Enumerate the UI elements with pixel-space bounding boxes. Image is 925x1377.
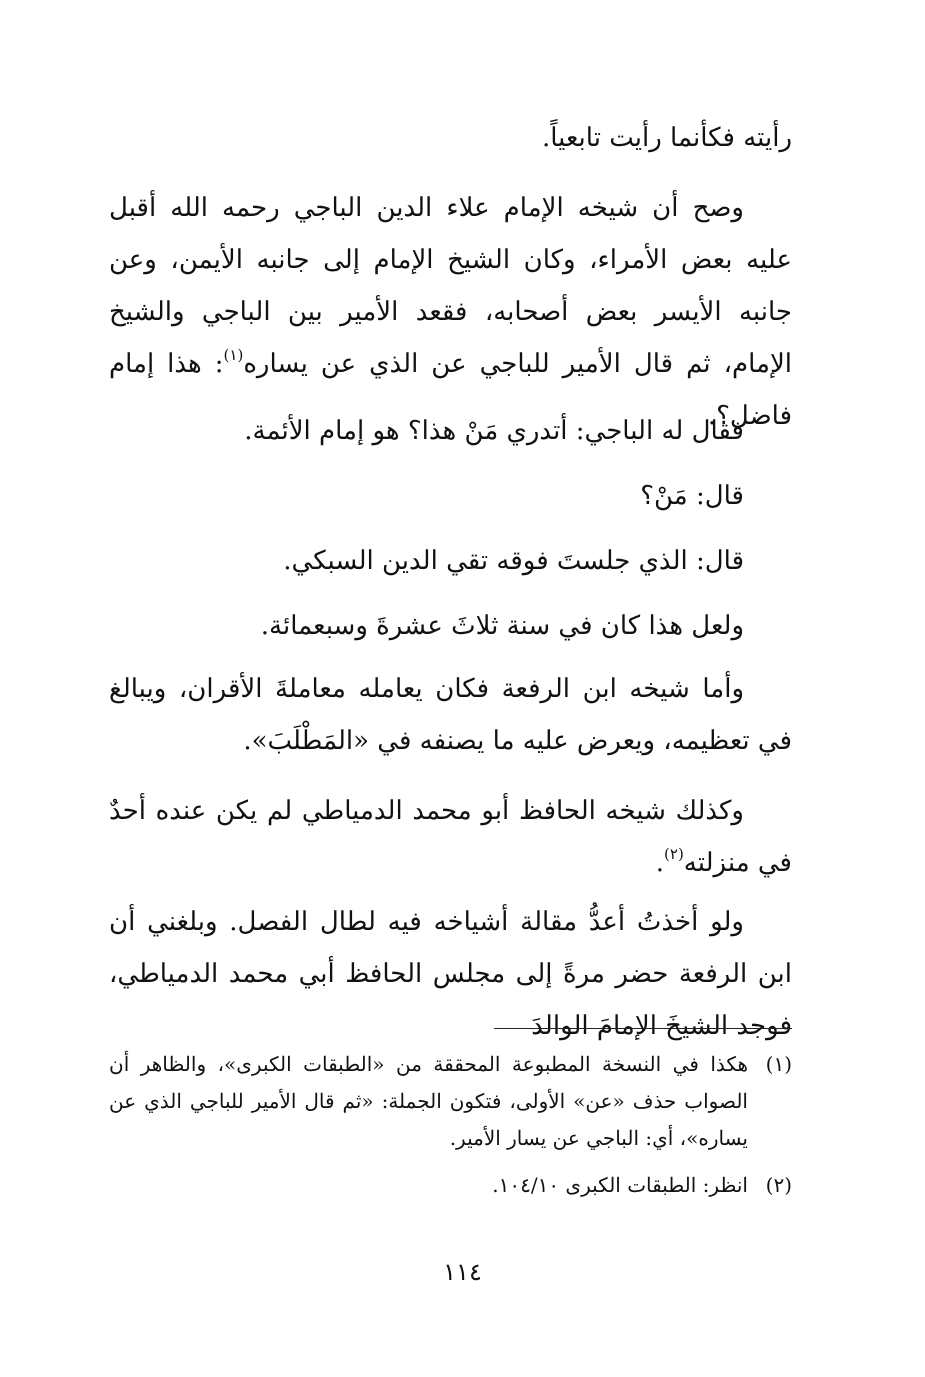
paragraph-6-block <box>109 600 792 652</box>
paragraph-4 <box>109 470 792 522</box>
main-text-top <box>109 112 792 164</box>
footnote-2-number: (٢) <box>765 1173 792 1197</box>
paragraph-6 <box>109 600 792 652</box>
paragraph-4-text: قال: مَنْ؟ <box>640 481 744 511</box>
paragraph-5-block <box>109 535 792 587</box>
paragraph-8-text-end: . <box>655 848 665 878</box>
footnotes <box>109 1046 792 1214</box>
paragraph-7 <box>109 663 792 767</box>
paragraph-3 <box>109 405 792 457</box>
footnote-1-number: (١) <box>765 1052 792 1076</box>
paragraph-1 <box>109 112 792 164</box>
paragraph-7-text: وأما شيخه ابن الرفعة فكان يعامله معاملةَ الأقران، ويبالغ في تعظيمه، ويعرض عليه ما يصنفه في «المَطْلَبَ». <box>109 674 792 756</box>
footnote-separator <box>494 1028 792 1029</box>
paragraph-8 <box>109 785 792 889</box>
paragraph-8-block <box>109 785 792 889</box>
paragraph-2-text: وصح أن شيخه الإمام علاء الدين الباجي رحمه الله أقبل عليه بعض الأمراء، وكان الشيخ الإمام إلى جانبه الأيمن، وعن جانبه الأيسر بعض أصحابه، فقعد الأمير بين الباجي والشيخ الإمام، ثم قال الأمير للباجي عن الذي عن يساره <box>109 193 792 379</box>
paragraph-3-text: فقال له الباجي: أتدري مَنْ هذا؟ هو إمام الأئمة. <box>244 416 744 446</box>
paragraph-5-text: قال: الذي جلستَ فوقه تقي الدين السبكي. <box>283 546 744 576</box>
footnote-ref-2[interactable]: (٢) <box>664 845 684 863</box>
paragraph-7-block <box>109 663 792 767</box>
footnote-2 <box>109 1167 792 1204</box>
paragraph-3-block <box>109 405 792 457</box>
page-number: ١١٤ <box>443 1258 482 1286</box>
paragraph-2-text-end: : هذا إمام فاضل؟. <box>109 349 792 431</box>
footnote-2-text: انظر: الطبقات الكبرى ١٠٤/١٠. <box>492 1173 748 1197</box>
footnote-1-text: هكذا في النسخة المطبوعة المحققة من «الطبقات الكبرى»، والظاهر أن الصواب حذف «عن» الأولى، فتكون الجملة: «ثم قال الأمير للباجي الذي عن يساره»، أي: الباجي عن يسار الأمير. <box>109 1052 748 1150</box>
paragraph-4-block <box>109 470 792 522</box>
paragraph-8-text: وكذلك شيخه الحافظ أبو محمد الدمياطي لم يكن عنده أحدٌ في منزلته <box>109 796 792 878</box>
paragraph-2-block <box>109 182 792 442</box>
paragraph-6-text: ولعل هذا كان في سنة ثلاثَ عشرةَ وسبعمائة. <box>260 611 744 641</box>
footnote-1 <box>109 1046 792 1157</box>
paragraph-2 <box>109 182 792 442</box>
paragraph-1-text: رأيته فكأنما رأيت تابعياً. <box>541 123 792 153</box>
footnote-ref-1[interactable]: (١) <box>223 346 244 364</box>
paragraph-9-text: ولو أخذتُ أعدُّ مقالة أشياخه فيه لطال الفصل. وبلغني أن ابن الرفعة حضر مرةً إلى مجلس الحافظ أبي محمد الدمياطي، فوجد الشيخَ الإمامَ الوالدَ <box>109 907 792 1041</box>
paragraph-5 <box>109 535 792 587</box>
